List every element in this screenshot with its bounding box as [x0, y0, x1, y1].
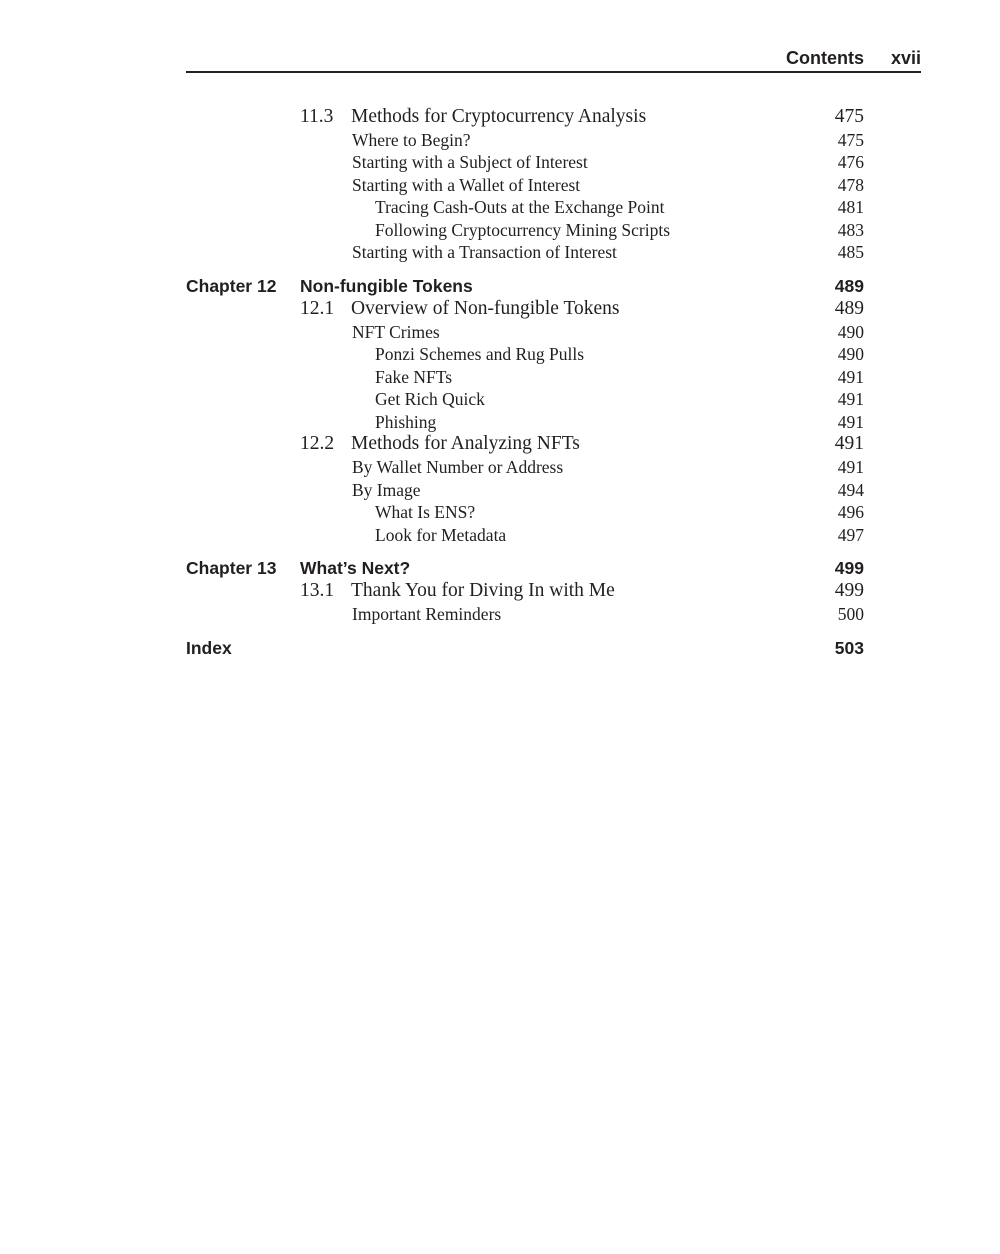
- entry-title: Phishing: [375, 412, 437, 432]
- entry-title: Starting with a Wallet of Interest: [352, 175, 581, 195]
- page-number: 485: [837, 242, 864, 262]
- toc-subentry[interactable]: [0, 219, 1000, 241]
- toc-subentry[interactable]: [0, 196, 1000, 218]
- toc-subentry[interactable]: [0, 411, 1000, 433]
- running-head: [186, 47, 921, 73]
- toc-section-12-1[interactable]: [0, 298, 1000, 320]
- section-number: 11.3: [300, 106, 334, 127]
- page-number: 490: [837, 344, 864, 364]
- page-number: 500: [837, 604, 864, 624]
- entry-title: Tracing Cash-Outs at the Exchange Point: [375, 197, 665, 217]
- toc-entry[interactable]: [0, 174, 1000, 196]
- page-number: 491: [837, 389, 864, 409]
- page-number: 483: [837, 220, 864, 240]
- toc-chapter-12[interactable]: [0, 275, 1000, 297]
- toc-entry[interactable]: [0, 321, 1000, 343]
- section-title: Overview of Non-fungible Tokens: [351, 298, 620, 319]
- running-head-section: Contents: [786, 48, 864, 68]
- page-number: 491: [837, 457, 864, 477]
- section-number: 13.1: [300, 580, 335, 601]
- toc-subentry[interactable]: [0, 388, 1000, 410]
- toc-entry[interactable]: [0, 456, 1000, 478]
- page-number: 489: [834, 298, 864, 319]
- section-number: 12.1: [300, 298, 335, 319]
- toc-subentry[interactable]: [0, 343, 1000, 365]
- entry-title: Important Reminders: [352, 604, 502, 624]
- entry-title: Look for Metadata: [375, 525, 507, 545]
- page-number: 476: [837, 152, 864, 172]
- page-number: 478: [837, 175, 864, 195]
- entry-title: Following Cryptocurrency Mining Scripts: [375, 220, 671, 240]
- toc-entry[interactable]: [0, 129, 1000, 151]
- entry-title: Ponzi Schemes and Rug Pulls: [375, 344, 585, 364]
- toc-section-12-2[interactable]: [0, 433, 1000, 455]
- running-head-page-number: xvii: [890, 48, 921, 68]
- page-number: 475: [837, 130, 864, 150]
- entry-title: Where to Begin?: [352, 130, 471, 150]
- toc-index[interactable]: [0, 637, 1000, 659]
- toc-subentry[interactable]: [0, 366, 1000, 388]
- entry-title: Fake NFTs: [375, 367, 453, 387]
- toc-subentry[interactable]: [0, 524, 1000, 546]
- page-number: 491: [837, 367, 864, 387]
- toc-chapter-13[interactable]: [0, 557, 1000, 579]
- section-title: Methods for Cryptocurrency Analysis: [351, 106, 647, 127]
- entry-title: NFT Crimes: [352, 322, 440, 342]
- toc-subentry[interactable]: [0, 501, 1000, 523]
- page-number: 490: [837, 322, 864, 342]
- page-number: 481: [837, 197, 864, 217]
- chapter-title: Non-fungible Tokens: [300, 276, 473, 296]
- toc-section-11-3[interactable]: [0, 106, 1000, 128]
- entry-title: What Is ENS?: [375, 502, 476, 522]
- toc-entry[interactable]: [0, 241, 1000, 263]
- entry-title: Starting with a Transaction of Interest: [352, 242, 617, 262]
- page-number: 491: [834, 433, 864, 454]
- toc-entry[interactable]: [0, 603, 1000, 625]
- entry-title: By Image: [352, 480, 421, 500]
- page-number: 497: [837, 525, 864, 545]
- chapter-label: Chapter 13: [186, 558, 277, 578]
- index-label: Index: [186, 638, 232, 658]
- page-number: 499: [834, 558, 864, 578]
- section-number: 12.2: [300, 433, 335, 454]
- page-number: 496: [837, 502, 864, 522]
- page-number: 494: [837, 480, 864, 500]
- section-title: Thank You for Diving In with Me: [351, 580, 615, 601]
- entry-title: Get Rich Quick: [375, 389, 485, 409]
- entry-title: Starting with a Subject of Interest: [352, 152, 588, 172]
- page-number: 489: [834, 276, 864, 296]
- page-number: 499: [834, 580, 864, 601]
- entry-title: By Wallet Number or Address: [352, 457, 564, 477]
- toc-section-13-1[interactable]: [0, 580, 1000, 602]
- chapter-label: Chapter 12: [186, 276, 277, 296]
- page-number: 503: [834, 638, 864, 658]
- page-number: 491: [837, 412, 864, 432]
- toc-entry[interactable]: [0, 151, 1000, 173]
- toc-entry[interactable]: [0, 479, 1000, 501]
- page-number: 475: [834, 106, 864, 127]
- section-title: Methods for Analyzing NFTs: [351, 433, 580, 454]
- chapter-title: What’s Next?: [300, 558, 411, 578]
